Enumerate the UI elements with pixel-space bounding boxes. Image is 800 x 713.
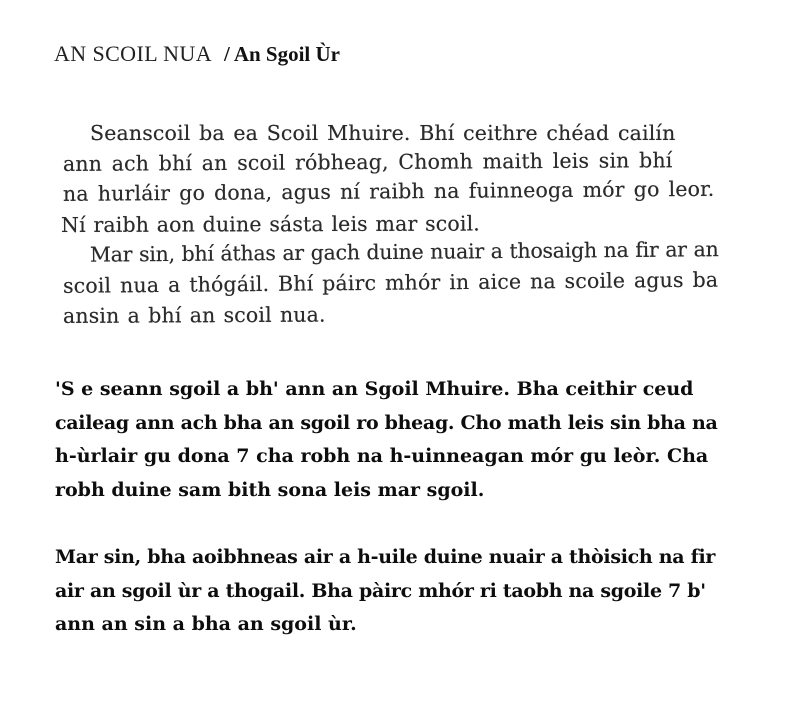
title-irish: AN SCOIL NUA bbox=[54, 41, 212, 66]
scanned-line: Ní raibh aon duine sásta leis mar scoil. bbox=[60, 210, 480, 237]
title-separator: / bbox=[223, 42, 230, 66]
scanned-line: ansin a bhí an scoil nua. bbox=[62, 302, 326, 328]
page-title bbox=[54, 39, 340, 72]
gaelic-line: h-ùrlair gu dona 7 cha robh na h-uinneagan mór gu leòr. Cha bbox=[55, 445, 709, 467]
gaelic-paragraph-2 bbox=[55, 541, 795, 642]
gaelic-line: robh duine sam bith sona leis mar sgoil. bbox=[55, 478, 485, 501]
title-gaelic: An Sgoil Ùr bbox=[233, 42, 341, 66]
gaelic-line: Mar sin, bha aoibhneas air a h-uile duine nuair a thòisich na fir bbox=[55, 546, 716, 568]
gaelic-line: 'S e seann sgoil a bh' ann an Sgoil Mhuire. Bha ceithir ceud bbox=[55, 378, 694, 400]
scanned-line: ann ach bhí an scoil róbheag, Chomh maith leis sin bhí bbox=[62, 147, 673, 176]
gaelic-line: caileag ann ach bha an sgoil ro bheag. Cho math leis sin bha na bbox=[55, 411, 718, 434]
gaelic-paragraph-1 bbox=[55, 373, 795, 507]
gaelic-line: air an sgoil ùr a thogail. Bha pàirc mhór ri taobh na sgoile 7 b' bbox=[55, 579, 706, 602]
gaelic-line: ann an sin a bha an sgoil ùr. bbox=[55, 613, 357, 635]
paragraph-gap bbox=[55, 507, 795, 541]
scanned-line: na hurláir go dona, agus ní raibh na fuinneoga mór go leor. bbox=[62, 176, 715, 206]
scanned-line: Seanscoil ba ea Scoil Mhuire. Bhí ceithre chéad cailín bbox=[90, 121, 676, 145]
scanned-line: Mar sin, bhí áthas ar gach duine nuair a thosaigh na fir ar an bbox=[89, 237, 719, 267]
scanned-line: scoil nua a thógáil. Bhí páirc mhór in aice na scoile agus ba bbox=[62, 267, 719, 298]
gaelic-translation bbox=[55, 373, 795, 642]
scanned-irish-text bbox=[50, 118, 790, 332]
